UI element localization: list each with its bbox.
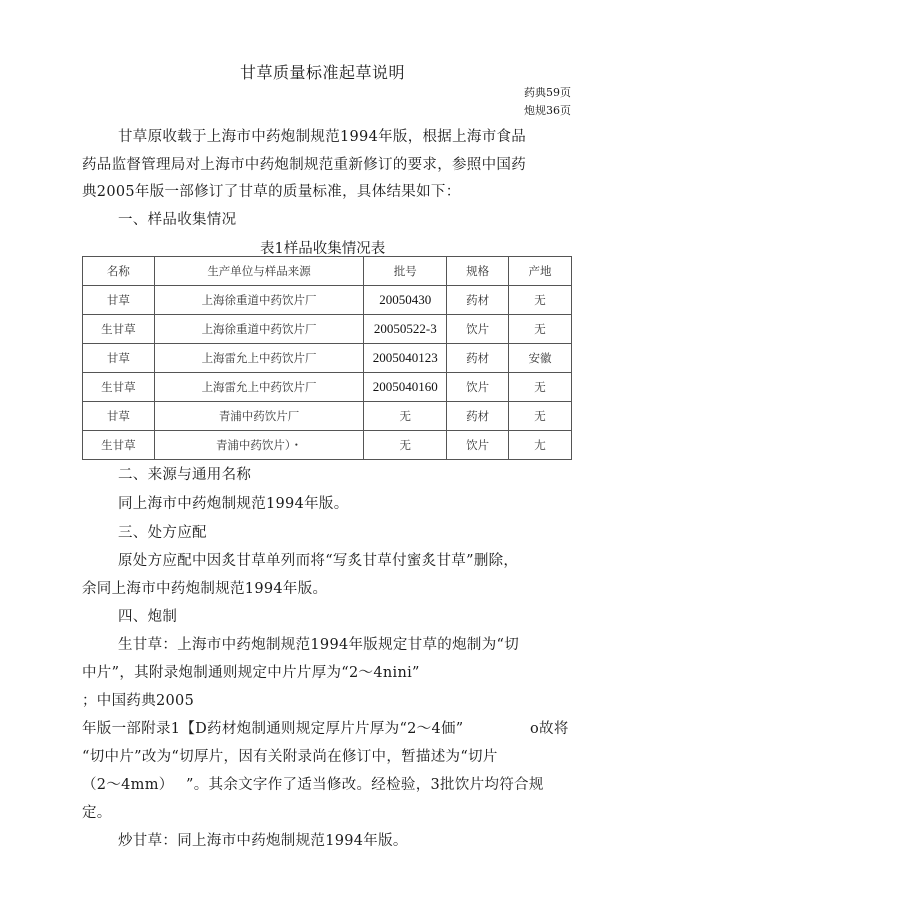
header-origin: 产地 (509, 257, 572, 286)
section-heading-source-name: 二、来源与通用名称 (118, 467, 252, 483)
cell-origin: 安徽 (509, 344, 572, 373)
cell-origin: 无 (509, 373, 572, 402)
cell-name: 生甘草 (83, 315, 155, 344)
processing-line-4a: 年版一部附录1【D药材炮制通则规定厚片片厚为“2～4価” (82, 721, 464, 737)
header-spec: 规格 (447, 257, 509, 286)
cell-batch: 无 (364, 431, 447, 460)
cell-spec: 药材 (447, 402, 509, 431)
cell-source: 上海徐重道中药饮片厂 (154, 286, 363, 315)
cell-name: 甘草 (83, 344, 155, 373)
intro-line-1: 甘草原收载于上海市中药炮制规范1994年版，根据上海市食品 (118, 129, 527, 145)
table-row (83, 402, 572, 431)
cell-batch: 20050430 (364, 286, 447, 315)
cell-spec: 药材 (447, 286, 509, 315)
table-row (83, 286, 572, 315)
intro-line-2: 药品监督管理局对上海市中药炮制规范重新修订的要求，参照中国药 (82, 157, 526, 173)
table-row (83, 344, 572, 373)
pharmacopoeia-page-ref: 药典59页 (524, 86, 571, 99)
cell-name: 甘草 (83, 286, 155, 315)
header-source: 生产单位与样品来源 (154, 257, 363, 286)
processing-line-2: 中片”，其附录炮制通则规定中片片厚为“2～4nini” (82, 665, 420, 681)
header-batch: 批号 (364, 257, 447, 286)
cell-origin: 无 (509, 286, 572, 315)
cell-name: 生甘草 (83, 373, 155, 402)
prescription-line-2: 余同上海市中药炮制规范1994年版。 (82, 581, 328, 597)
cell-spec: 饮片 (447, 315, 509, 344)
cell-origin: 无 (509, 315, 572, 344)
header-name: 名称 (83, 257, 155, 286)
table-caption: 表1样品收集情况表 (260, 241, 386, 257)
section-heading-prescription: 三、处方应配 (118, 525, 207, 541)
processing-line-8: 炒甘草：同上海市中药炮制规范1994年版。 (118, 833, 408, 849)
processing-line-7: 定。 (82, 805, 112, 821)
intro-line-3: 典2005年版一部修订了甘草的质量标准，具体结果如下： (82, 184, 461, 200)
cell-batch: 2005040160 (364, 373, 447, 402)
cell-spec: 饮片 (447, 373, 509, 402)
processing-line-3: ；中国药典2005 (82, 693, 195, 709)
cell-source: 青浦中药饮片）・ (154, 431, 363, 460)
section-heading-processing: 四、炮制 (118, 609, 178, 625)
processing-line-6b: ”。其余文字作了适当修改。经检验，3批饮片均符合规 (186, 777, 544, 793)
cell-batch: 2005040123 (364, 344, 447, 373)
table-row (83, 431, 572, 460)
cell-name: 甘草 (83, 402, 155, 431)
processing-spec-page-ref: 炮规36页 (524, 104, 571, 117)
document-title: 甘草质量标准起草说明 (240, 63, 406, 82)
section-heading-sample-collection: 一、样品收集情况 (118, 212, 237, 228)
source-name-body: 同上海市中药炮制规范1994年版。 (118, 496, 349, 512)
table-row (83, 315, 572, 344)
cell-batch: 20050522-3 (364, 315, 447, 344)
cell-spec: 饮片 (447, 431, 509, 460)
processing-line-5: “切中片”改为“切厚片，因有关附录尚在修订中，暂描述为“切片 (82, 749, 498, 765)
table-row (83, 373, 572, 402)
cell-source: 上海徐重道中药饮片厂 (154, 315, 363, 344)
table-header-row (83, 257, 572, 286)
prescription-line-1: 原处方应配中因炙甘草单列而将“写炙甘草付蜜炙甘草”删除， (118, 553, 519, 569)
cell-spec: 药材 (447, 344, 509, 373)
cell-name: 生甘草 (83, 431, 155, 460)
cell-source: 上海雷允上中药饮片厂 (154, 344, 363, 373)
sample-table (82, 256, 572, 460)
cell-origin: 尢 (509, 431, 572, 460)
cell-batch: 无 (364, 402, 447, 431)
cell-origin: 无 (509, 402, 572, 431)
processing-line-4b: o故将 (530, 721, 569, 737)
cell-source: 青浦中药饮片厂 (154, 402, 363, 431)
cell-source: 上海雷允上中药饮片厂 (154, 373, 363, 402)
processing-line-6a: （2～4mm） (82, 777, 174, 793)
processing-line-1: 生甘草：上海市中药炮制规范1994年版规定甘草的炮制为“切 (118, 637, 520, 653)
